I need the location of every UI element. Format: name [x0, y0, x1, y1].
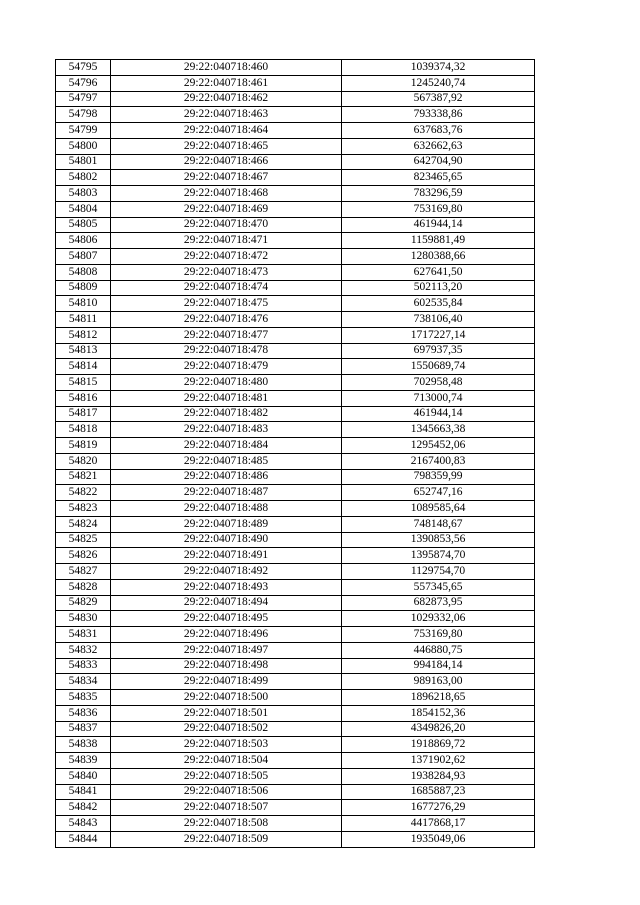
table-row — [56, 453, 535, 469]
row-number-cell: 54836 — [56, 705, 111, 721]
cadastral-number-cell: 29:22:040718:479 — [111, 359, 342, 375]
cadastral-number-cell: 29:22:040718:502 — [111, 721, 342, 737]
value-cell: 823465,65 — [342, 170, 535, 186]
cadastral-number-cell: 29:22:040718:486 — [111, 469, 342, 485]
cadastral-number-cell: 29:22:040718:487 — [111, 485, 342, 501]
row-number-cell: 54844 — [56, 831, 111, 847]
table-row — [56, 627, 535, 643]
row-number-cell: 54834 — [56, 674, 111, 690]
row-number-cell: 54810 — [56, 296, 111, 312]
cadastral-value-table — [55, 59, 535, 848]
table-row — [56, 564, 535, 580]
value-cell: 994184,14 — [342, 658, 535, 674]
row-number-cell: 54795 — [56, 60, 111, 76]
row-number-cell: 54830 — [56, 611, 111, 627]
row-number-cell: 54820 — [56, 453, 111, 469]
table-row — [56, 485, 535, 501]
value-cell: 682873,95 — [342, 595, 535, 611]
value-cell: 1938284,93 — [342, 768, 535, 784]
row-number-cell: 54842 — [56, 800, 111, 816]
cadastral-number-cell: 29:22:040718:507 — [111, 800, 342, 816]
row-number-cell: 54796 — [56, 75, 111, 91]
cadastral-number-cell: 29:22:040718:485 — [111, 453, 342, 469]
table-row — [56, 784, 535, 800]
row-number-cell: 54808 — [56, 264, 111, 280]
row-number-cell: 54811 — [56, 312, 111, 328]
cadastral-number-cell: 29:22:040718:467 — [111, 170, 342, 186]
row-number-cell: 54827 — [56, 564, 111, 580]
value-cell: 461944,14 — [342, 406, 535, 422]
value-cell: 1280388,66 — [342, 249, 535, 265]
cadastral-number-cell: 29:22:040718:480 — [111, 375, 342, 391]
value-cell: 1896218,65 — [342, 690, 535, 706]
row-number-cell: 54814 — [56, 359, 111, 375]
row-number-cell: 54833 — [56, 658, 111, 674]
table-row — [56, 611, 535, 627]
cadastral-number-cell: 29:22:040718:461 — [111, 75, 342, 91]
table-row — [56, 280, 535, 296]
table-row — [56, 595, 535, 611]
table-row — [56, 123, 535, 139]
cadastral-number-cell: 29:22:040718:466 — [111, 154, 342, 170]
table-row — [56, 107, 535, 123]
cadastral-number-cell: 29:22:040718:490 — [111, 532, 342, 548]
value-cell: 798359,99 — [342, 469, 535, 485]
cadastral-number-cell: 29:22:040718:500 — [111, 690, 342, 706]
table-row — [56, 91, 535, 107]
value-cell: 1245240,74 — [342, 75, 535, 91]
value-cell: 557345,65 — [342, 579, 535, 595]
value-cell: 446880,75 — [342, 642, 535, 658]
table-row — [56, 201, 535, 217]
cadastral-number-cell: 29:22:040718:501 — [111, 705, 342, 721]
table-row — [56, 816, 535, 832]
cadastral-number-cell: 29:22:040718:470 — [111, 217, 342, 233]
cadastral-number-cell: 29:22:040718:477 — [111, 327, 342, 343]
row-number-cell: 54817 — [56, 406, 111, 422]
cadastral-number-cell: 29:22:040718:483 — [111, 422, 342, 438]
row-number-cell: 54802 — [56, 170, 111, 186]
value-cell: 637683,76 — [342, 123, 535, 139]
table-row — [56, 737, 535, 753]
table-row — [56, 264, 535, 280]
cadastral-number-cell: 29:22:040718:495 — [111, 611, 342, 627]
value-cell: 1295452,06 — [342, 438, 535, 454]
cadastral-number-cell: 29:22:040718:474 — [111, 280, 342, 296]
value-cell: 627641,50 — [342, 264, 535, 280]
value-cell: 1677276,29 — [342, 800, 535, 816]
value-cell: 1395874,70 — [342, 548, 535, 564]
table-row — [56, 532, 535, 548]
row-number-cell: 54819 — [56, 438, 111, 454]
cadastral-number-cell: 29:22:040718:462 — [111, 91, 342, 107]
row-number-cell: 54832 — [56, 642, 111, 658]
value-cell: 1854152,36 — [342, 705, 535, 721]
cadastral-number-cell: 29:22:040718:508 — [111, 816, 342, 832]
cadastral-number-cell: 29:22:040718:493 — [111, 579, 342, 595]
table-row — [56, 327, 535, 343]
table-row — [56, 674, 535, 690]
value-cell: 1345663,38 — [342, 422, 535, 438]
value-cell: 1089585,64 — [342, 501, 535, 517]
table-body — [56, 60, 535, 848]
row-number-cell: 54801 — [56, 154, 111, 170]
value-cell: 738106,40 — [342, 312, 535, 328]
value-cell: 461944,14 — [342, 217, 535, 233]
table-row — [56, 186, 535, 202]
row-number-cell: 54809 — [56, 280, 111, 296]
value-cell: 989163,00 — [342, 674, 535, 690]
value-cell: 1717227,14 — [342, 327, 535, 343]
cadastral-number-cell: 29:22:040718:476 — [111, 312, 342, 328]
value-cell: 702958,48 — [342, 375, 535, 391]
table-row — [56, 343, 535, 359]
value-cell: 632662,63 — [342, 138, 535, 154]
row-number-cell: 54797 — [56, 91, 111, 107]
value-cell: 1159881,49 — [342, 233, 535, 249]
cadastral-number-cell: 29:22:040718:481 — [111, 390, 342, 406]
cadastral-number-cell: 29:22:040718:472 — [111, 249, 342, 265]
row-number-cell: 54829 — [56, 595, 111, 611]
row-number-cell: 54841 — [56, 784, 111, 800]
table-row — [56, 296, 535, 312]
row-number-cell: 54805 — [56, 217, 111, 233]
cadastral-number-cell: 29:22:040718:468 — [111, 186, 342, 202]
row-number-cell: 54821 — [56, 469, 111, 485]
value-cell: 502113,20 — [342, 280, 535, 296]
table-row — [56, 721, 535, 737]
row-number-cell: 54803 — [56, 186, 111, 202]
value-cell: 697937,35 — [342, 343, 535, 359]
row-number-cell: 54822 — [56, 485, 111, 501]
table-row — [56, 390, 535, 406]
cadastral-number-cell: 29:22:040718:505 — [111, 768, 342, 784]
row-number-cell: 54823 — [56, 501, 111, 517]
cadastral-number-cell: 29:22:040718:489 — [111, 516, 342, 532]
row-number-cell: 54824 — [56, 516, 111, 532]
table-row — [56, 438, 535, 454]
value-cell: 1918869,72 — [342, 737, 535, 753]
row-number-cell: 54838 — [56, 737, 111, 753]
row-number-cell: 54831 — [56, 627, 111, 643]
table-row — [56, 312, 535, 328]
row-number-cell: 54800 — [56, 138, 111, 154]
table-row — [56, 753, 535, 769]
value-cell: 652747,16 — [342, 485, 535, 501]
table-row — [56, 75, 535, 91]
cadastral-number-cell: 29:22:040718:498 — [111, 658, 342, 674]
cadastral-number-cell: 29:22:040718:499 — [111, 674, 342, 690]
row-number-cell: 54813 — [56, 343, 111, 359]
value-cell: 1371902,62 — [342, 753, 535, 769]
value-cell: 713000,74 — [342, 390, 535, 406]
cadastral-number-cell: 29:22:040718:504 — [111, 753, 342, 769]
row-number-cell: 54799 — [56, 123, 111, 139]
table-row — [56, 658, 535, 674]
value-cell: 793338,86 — [342, 107, 535, 123]
row-number-cell: 54837 — [56, 721, 111, 737]
table-row — [56, 501, 535, 517]
table-row — [56, 548, 535, 564]
value-cell: 4349826,20 — [342, 721, 535, 737]
row-number-cell: 54843 — [56, 816, 111, 832]
value-cell: 1129754,70 — [342, 564, 535, 580]
row-number-cell: 54840 — [56, 768, 111, 784]
cadastral-number-cell: 29:22:040718:494 — [111, 595, 342, 611]
value-cell: 753169,80 — [342, 627, 535, 643]
table-row — [56, 249, 535, 265]
row-number-cell: 54828 — [56, 579, 111, 595]
table-row — [56, 469, 535, 485]
value-cell: 4417868,17 — [342, 816, 535, 832]
cadastral-number-cell: 29:22:040718:509 — [111, 831, 342, 847]
row-number-cell: 54825 — [56, 532, 111, 548]
cadastral-number-cell: 29:22:040718:491 — [111, 548, 342, 564]
row-number-cell: 54806 — [56, 233, 111, 249]
cadastral-number-cell: 29:22:040718:475 — [111, 296, 342, 312]
row-number-cell: 54798 — [56, 107, 111, 123]
table-row — [56, 422, 535, 438]
table-row — [56, 406, 535, 422]
table-row — [56, 170, 535, 186]
value-cell: 1390853,56 — [342, 532, 535, 548]
row-number-cell: 54839 — [56, 753, 111, 769]
cadastral-number-cell: 29:22:040718:497 — [111, 642, 342, 658]
table-row — [56, 516, 535, 532]
cadastral-number-cell: 29:22:040718:503 — [111, 737, 342, 753]
row-number-cell: 54816 — [56, 390, 111, 406]
cadastral-number-cell: 29:22:040718:464 — [111, 123, 342, 139]
row-number-cell: 54815 — [56, 375, 111, 391]
cadastral-number-cell: 29:22:040718:463 — [111, 107, 342, 123]
table-row — [56, 831, 535, 847]
cadastral-number-cell: 29:22:040718:482 — [111, 406, 342, 422]
row-number-cell: 54807 — [56, 249, 111, 265]
cadastral-number-cell: 29:22:040718:496 — [111, 627, 342, 643]
cadastral-number-cell: 29:22:040718:484 — [111, 438, 342, 454]
row-number-cell: 54835 — [56, 690, 111, 706]
table-row — [56, 375, 535, 391]
cadastral-number-cell: 29:22:040718:465 — [111, 138, 342, 154]
value-cell: 1685887,23 — [342, 784, 535, 800]
row-number-cell: 54812 — [56, 327, 111, 343]
cadastral-number-cell: 29:22:040718:469 — [111, 201, 342, 217]
cadastral-number-cell: 29:22:040718:471 — [111, 233, 342, 249]
table-row — [56, 138, 535, 154]
value-cell: 783296,59 — [342, 186, 535, 202]
cadastral-number-cell: 29:22:040718:488 — [111, 501, 342, 517]
value-cell: 1029332,06 — [342, 611, 535, 627]
table-row — [56, 579, 535, 595]
table-row — [56, 690, 535, 706]
cadastral-number-cell: 29:22:040718:492 — [111, 564, 342, 580]
table-row — [56, 233, 535, 249]
cadastral-number-cell: 29:22:040718:506 — [111, 784, 342, 800]
value-cell: 1039374,32 — [342, 60, 535, 76]
cadastral-number-cell: 29:22:040718:478 — [111, 343, 342, 359]
value-cell: 753169,80 — [342, 201, 535, 217]
table-row — [56, 154, 535, 170]
value-cell: 1935049,06 — [342, 831, 535, 847]
table-row — [56, 60, 535, 76]
value-cell: 602535,84 — [342, 296, 535, 312]
row-number-cell: 54818 — [56, 422, 111, 438]
value-cell: 1550689,74 — [342, 359, 535, 375]
table-row — [56, 642, 535, 658]
table-row — [56, 800, 535, 816]
row-number-cell: 54826 — [56, 548, 111, 564]
value-cell: 567387,92 — [342, 91, 535, 107]
table-row — [56, 705, 535, 721]
table-row — [56, 217, 535, 233]
cadastral-number-cell: 29:22:040718:460 — [111, 60, 342, 76]
value-cell: 2167400,83 — [342, 453, 535, 469]
cadastral-number-cell: 29:22:040718:473 — [111, 264, 342, 280]
table-row — [56, 359, 535, 375]
row-number-cell: 54804 — [56, 201, 111, 217]
value-cell: 642704,90 — [342, 154, 535, 170]
value-cell: 748148,67 — [342, 516, 535, 532]
table-row — [56, 768, 535, 784]
